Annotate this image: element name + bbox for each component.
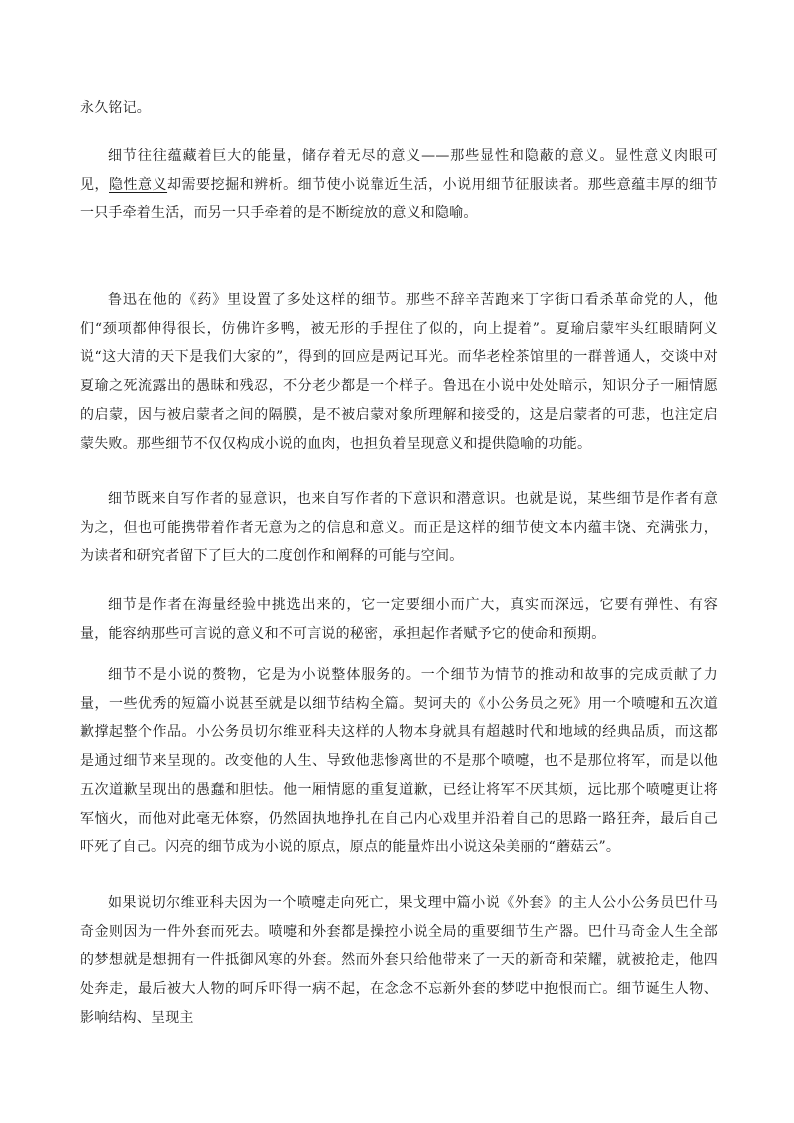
- paragraph-0: 永久铭记。: [80, 100, 151, 116]
- paragraph-4: 细节是作者在海量经验中挑选出来的，它一定要细小而广大，真实而深远，它要有弹性、有容量，能容纳那些可言说的意义和不可言说的秘密，承担起作者赋予它的使命和预期。: [80, 597, 718, 642]
- paragraph-5: 细节不是小说的赘物，它是为小说整体服务的。一个细节为情节的推动和故事的完成贡献了力量，一些优秀的短篇小说甚至就是以细节结构全篇。契诃夫的《小公务员之死》用一个喷嚏和五次道歉撑起整个作品。小公务员切尔维亚科夫这样的人物本身就具有超越时代和地域的经典品质，而这都是通过细节来呈现的。改变他的人生、导致他悲惨离世的不是那个喷嚏，也不是那位将军，而是以他五次道歉呈现出的愚蠢和胆怯。他一厢情愿的重复道歉，已经让将军不厌其烦，远比那个喷嚏更让将军恼火，而他对此毫无体察，仍然固执地挣扎在自己内心戏里并沿着自己的思路一路狂奔，最后自己吓死了自己。闪亮的细节成为小说的原点，原点的能量炸出小说这朵美丽的“蘑菇云”。: [80, 667, 718, 856]
- paragraph-1-text-b: 却需要挖掘和辨析。细节使小说靠近生活，小说用细节征服读者。那些意蕴丰厚的细节一只手牵着生活，而另一只手牵着的是不断绽放的意义和隐喻。: [80, 176, 718, 222]
- paragraph-6: 如果说切尔维亚科夫因为一个喷嚏走向死亡，果戈理中篇小说《外套》的主人公小公务员巴什马奇金则因为一件外套而死去。喷嚏和外套都是操控小说全局的重要细节生产器。巴什马奇金人生全部的梦想就是想拥有一件抵御风寒的外套。然而外套只给他带来了一天的新奇和荣耀，就被抢走，他四处奔走，最后被大人物的呵斥吓得一病不起，在念念不忘新外套的梦呓中抱恨而亡。细节诞生人物、影响结构、呈现主: [80, 895, 718, 1026]
- paragraph-1-text-a: 细节往往蕴藏着巨大的能量，储存着无尽的意义——那些显性和隐蔽的意义。显性意义肉眼可见，: [80, 148, 718, 193]
- paragraph-3: 细节既来自写作者的显意识，也来自写作者的下意识和潜意识。也就是说，某些细节是作者有意为之，但也可能携带着作者无意为之的信息和意义。而正是这样的细节使文本内蕴丰饶、充满张力，为读者和研究者留下了巨大的二度创作和阐释的可能与空间。: [80, 491, 718, 565]
- underlined-term: 隐性意义: [109, 176, 168, 193]
- paragraph-1: [80, 142, 718, 228]
- paragraph-2: 鲁迅在他的《药》里设置了多处这样的细节。那些不辞辛苦跑来丁字街口看杀革命党的人，他们“颈项都伸得很长，仿佛许多鸭，被无形的手捏住了似的，向上提着”。夏瑜启蒙牢头红眼睛阿义说“这大清的天下是我们大家的”，得到的回应是两记耳光。而华老栓茶馆里的一群普通人，交谈中对夏瑜之死流露出的愚昧和残忍，不分老少都是一个样子。鲁迅在小说中处处暗示，知识分子一厢情愿的启蒙，因与被启蒙者之间的隔膜，是不被启蒙对象所理解和接受的，这是启蒙者的可悲，也注定启蒙失败。那些细节不仅仅构成小说的血肉，也担负着呈现意义和提供隐喻的功能。: [80, 292, 718, 452]
